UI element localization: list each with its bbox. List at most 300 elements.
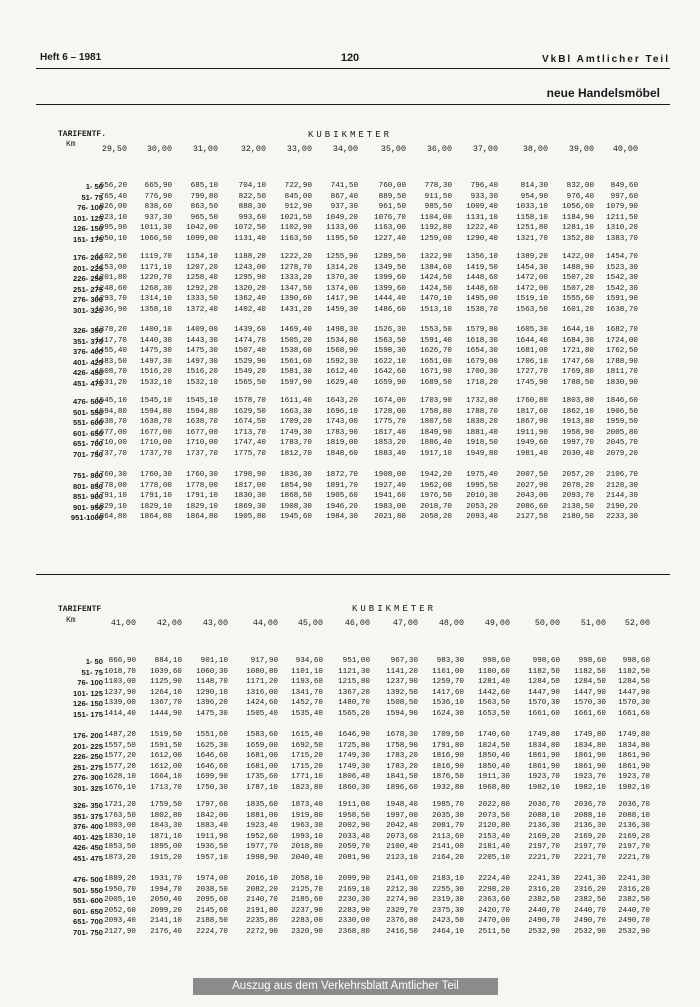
table-cell: 2298,20 bbox=[478, 885, 510, 894]
table-cell: 1222,40 bbox=[466, 224, 498, 233]
table-cell: 1923,70 bbox=[528, 773, 560, 782]
table-cell: 1918,50 bbox=[466, 439, 498, 448]
table-cell: 961,50 bbox=[378, 203, 406, 212]
table-cell: 704,10 bbox=[238, 182, 266, 190]
table-cell: 1321,70 bbox=[516, 235, 548, 243]
km-range: 426- 450 bbox=[73, 368, 103, 378]
table-cell: 1292,20 bbox=[186, 284, 218, 293]
table-cell: 884,10 bbox=[154, 657, 182, 665]
table-cell: 1868,50 bbox=[280, 492, 312, 501]
table-cell: 1459,30 bbox=[326, 306, 358, 314]
table-cell: 1638,70 bbox=[95, 418, 127, 427]
km-range: 51- 75 bbox=[81, 667, 103, 677]
table-cell: 1148,70 bbox=[196, 678, 228, 687]
table-cell: 1529,90 bbox=[234, 357, 266, 366]
table-cell: 1737,70 bbox=[186, 450, 218, 458]
table-cell: 1523,30 bbox=[606, 263, 638, 272]
table-cell: 1581,30 bbox=[280, 368, 312, 377]
table-cell: 2010,30 bbox=[466, 492, 498, 501]
table-cell: 1835,60 bbox=[246, 801, 278, 809]
table-cell: 2093,70 bbox=[562, 492, 594, 501]
table-cell: 1732,80 bbox=[466, 397, 498, 405]
table-cell: 1611,40 bbox=[280, 397, 312, 405]
table-cell: 1721,20 bbox=[104, 801, 136, 809]
table-cell: 2140,70 bbox=[246, 896, 278, 905]
table-cell: 1188,20 bbox=[234, 253, 266, 261]
table-cell: 1674,50 bbox=[234, 418, 266, 427]
table-cell: 976,40 bbox=[566, 192, 594, 201]
table-cell: 2088,10 bbox=[618, 811, 650, 820]
km-range: 351- 375 bbox=[73, 336, 103, 346]
table-cell: 1347,50 bbox=[280, 284, 312, 293]
column-header: 42,00 bbox=[156, 618, 182, 628]
table-cell: 1942,20 bbox=[420, 471, 452, 479]
table-cell: 2043,00 bbox=[516, 492, 548, 501]
table-cell: 1193,60 bbox=[291, 678, 323, 687]
table-cell: 1125,90 bbox=[150, 678, 182, 687]
column-header: 48,00 bbox=[438, 618, 464, 628]
table-cell: 1192,80 bbox=[420, 224, 452, 233]
km-range: 601- 650 bbox=[73, 906, 103, 916]
table-cell: 1663,30 bbox=[280, 407, 312, 416]
km-range: 251- 275 bbox=[73, 284, 103, 294]
table-cell: 1018,70 bbox=[104, 667, 136, 676]
column-header: 52,00 bbox=[624, 618, 650, 628]
table-cell: 2005,80 bbox=[606, 428, 638, 437]
table-cell: 911,50 bbox=[424, 192, 452, 201]
table-cell: 1626,70 bbox=[420, 347, 452, 356]
table-cell: 685,10 bbox=[190, 182, 218, 190]
table-cell: 2363,60 bbox=[478, 896, 510, 905]
table-cell: 1684,30 bbox=[562, 336, 594, 345]
table-cell: 1039,60 bbox=[150, 667, 182, 676]
table-cell: 1367,20 bbox=[338, 688, 370, 697]
km-range: 1- 50 bbox=[85, 182, 103, 191]
km-range: 301- 325 bbox=[73, 784, 103, 793]
table-cell: 2329,70 bbox=[386, 906, 418, 915]
table-cell: 1498,30 bbox=[326, 326, 358, 334]
table-cell: 2022,80 bbox=[478, 801, 510, 809]
km-range: 351- 375 bbox=[73, 811, 103, 821]
header-rule bbox=[36, 68, 670, 69]
table-cell: 1861,90 bbox=[528, 762, 560, 771]
table-cell: 1824,50 bbox=[478, 741, 510, 750]
table-cell: 2197,70 bbox=[528, 843, 560, 852]
table-cell: 2099,20 bbox=[150, 906, 182, 915]
table-cell: 2088,10 bbox=[528, 811, 560, 820]
table-cell: 1495,00 bbox=[466, 295, 498, 304]
column-header: 46,00 bbox=[344, 618, 370, 628]
km-range: 101- 125 bbox=[73, 688, 103, 698]
table-cell: 2490,70 bbox=[618, 917, 650, 926]
km-range: 751- 800 bbox=[73, 471, 103, 480]
table-cell: 1834,80 bbox=[574, 741, 606, 750]
table-cell: 1534,80 bbox=[326, 336, 358, 345]
table-cell: 2038,50 bbox=[196, 885, 228, 894]
km-range: 176- 200 bbox=[73, 253, 103, 262]
table-cell: 1919,80 bbox=[291, 811, 323, 820]
table-cell: 1333,50 bbox=[186, 295, 218, 304]
column-header: 35,00 bbox=[380, 144, 406, 154]
table-cell: 1883,40 bbox=[196, 822, 228, 831]
table-cell: 1908,00 bbox=[374, 471, 406, 479]
table-cell: 1563,50 bbox=[478, 699, 510, 708]
column-header: 47,00 bbox=[392, 618, 418, 628]
table-cell: 1797,60 bbox=[196, 801, 228, 809]
table-cell: 2420,70 bbox=[478, 906, 510, 915]
table-cell: 901,10 bbox=[200, 657, 228, 665]
table-cell: 1871,10 bbox=[150, 832, 182, 841]
table-cell: 1483,50 bbox=[95, 357, 127, 366]
table-cell: 1497,30 bbox=[186, 357, 218, 366]
table-cell: 2241,30 bbox=[574, 875, 606, 883]
km-range: 451- 475 bbox=[73, 854, 103, 863]
table-cell: 1700,30 bbox=[466, 368, 498, 377]
table-cell: 1284,50 bbox=[528, 678, 560, 687]
table-cell: 2230,30 bbox=[338, 896, 370, 905]
table-cell: 722,90 bbox=[284, 182, 312, 190]
km-range: 851- 900 bbox=[73, 492, 103, 502]
table-cell: 2120,80 bbox=[478, 822, 510, 831]
table-cell: 1823,80 bbox=[291, 784, 323, 792]
table-cell: 1452,70 bbox=[291, 699, 323, 708]
table-cell: 1072,50 bbox=[234, 224, 266, 233]
table-cell: 1259,00 bbox=[420, 235, 452, 243]
table-cell: 1895,00 bbox=[150, 843, 182, 852]
table-cell: 2382,50 bbox=[528, 896, 560, 905]
table-cell: 1399,60 bbox=[374, 284, 406, 293]
table-cell: 998,60 bbox=[622, 657, 650, 665]
table-cell: 1281,10 bbox=[562, 224, 594, 233]
table-cell: 1532,10 bbox=[140, 379, 172, 387]
km-range: 476- 500 bbox=[73, 875, 103, 884]
table-cell: 2088,10 bbox=[574, 811, 606, 820]
table-cell: 1923,70 bbox=[574, 773, 606, 782]
table-cell: 1715,20 bbox=[291, 762, 323, 771]
table-cell: 2057,20 bbox=[562, 471, 594, 479]
table-cell: 1646,60 bbox=[196, 752, 228, 761]
table-cell: 2128,30 bbox=[606, 481, 638, 490]
table-cell: 1749,80 bbox=[528, 731, 560, 739]
table-cell: 1983,00 bbox=[374, 502, 406, 511]
table-cell: 1643,20 bbox=[326, 397, 358, 405]
table-cell: 1834,80 bbox=[618, 741, 650, 750]
table-cell: 1417,90 bbox=[326, 295, 358, 304]
table-cell: 1952,60 bbox=[246, 832, 278, 841]
table-cell: 933,30 bbox=[470, 192, 498, 201]
km-range: 51- 75 bbox=[81, 192, 103, 202]
table-cell: 2052,60 bbox=[104, 906, 136, 915]
km-range: 901- 950 bbox=[73, 502, 103, 512]
table-cell: 2197,70 bbox=[574, 843, 606, 852]
table-cell: 1869,30 bbox=[234, 502, 266, 511]
km-range: 101- 125 bbox=[73, 213, 103, 223]
table-cell: 2221,70 bbox=[528, 854, 560, 862]
table-cell: 1378,20 bbox=[95, 326, 127, 334]
table-cell: 951,00 bbox=[342, 657, 370, 665]
table-cell: 1923,70 bbox=[618, 773, 650, 782]
table-cell: 1962,00 bbox=[420, 481, 452, 490]
table-cell: 838,60 bbox=[144, 203, 172, 212]
tarif-label: TARIFENTF bbox=[58, 605, 102, 614]
table-cell: 845,00 bbox=[284, 192, 312, 201]
table-cell: 1542,30 bbox=[606, 284, 638, 293]
table-cell: 923,10 bbox=[99, 213, 127, 222]
table-cell: 760,00 bbox=[378, 182, 406, 190]
table-cell: 1516,20 bbox=[186, 368, 218, 377]
table-cell: 1472,00 bbox=[516, 274, 548, 283]
table-cell: 1153,00 bbox=[95, 263, 127, 272]
table-cell: 1977,70 bbox=[246, 843, 278, 852]
table-cell: 2141,00 bbox=[432, 843, 464, 852]
table-cell: 1791,10 bbox=[95, 492, 127, 501]
table-cell: 1591,90 bbox=[606, 295, 638, 304]
table-cell: 2283,00 bbox=[291, 917, 323, 926]
table-cell: 1060,30 bbox=[196, 667, 228, 676]
table-cell: 1905,80 bbox=[234, 513, 266, 522]
table-cell: 1787,10 bbox=[246, 784, 278, 792]
km-range: 276- 300 bbox=[73, 773, 103, 783]
table-cell: 2490,70 bbox=[574, 917, 606, 926]
table-cell: 1469,40 bbox=[280, 326, 312, 334]
table-cell: 1102,90 bbox=[280, 224, 312, 233]
table-cell: 1861,90 bbox=[574, 752, 606, 761]
table-cell: 1563,50 bbox=[516, 306, 548, 314]
table-cell: 2082,20 bbox=[246, 885, 278, 894]
subtitle-rule bbox=[36, 104, 670, 105]
table-cell: 1570,30 bbox=[618, 699, 650, 708]
table-cell: 983,30 bbox=[436, 657, 464, 665]
table-cell: 1638,70 bbox=[140, 418, 172, 427]
table-cell: 1872,70 bbox=[326, 471, 358, 479]
table-cell: 2081,70 bbox=[432, 822, 464, 831]
table-cell: 1638,70 bbox=[186, 418, 218, 427]
table-cell: 1915,20 bbox=[150, 854, 182, 862]
table-cell: 1976,50 bbox=[420, 492, 452, 501]
table-cell: 2127,50 bbox=[516, 513, 548, 522]
table-cell: 1692,50 bbox=[291, 741, 323, 750]
table-cell: 1830,10 bbox=[104, 832, 136, 841]
table-cell: 1681,00 bbox=[246, 762, 278, 771]
table-cell: 1591,40 bbox=[420, 336, 452, 345]
table-cell: 1997,00 bbox=[386, 811, 418, 820]
table-cell: 2375,30 bbox=[432, 906, 464, 915]
table-cell: 1161,00 bbox=[432, 667, 464, 676]
table-cell: 1531,20 bbox=[95, 379, 127, 387]
table-cell: 2053,20 bbox=[466, 502, 498, 511]
table-cell: 1783,20 bbox=[386, 752, 418, 761]
table-cell: 1414,40 bbox=[104, 710, 136, 718]
table-cell: 1917,10 bbox=[420, 450, 452, 458]
table-cell: 2095,60 bbox=[196, 896, 228, 905]
table-cell: 912,90 bbox=[284, 203, 312, 212]
table-cell: 1829,10 bbox=[140, 502, 172, 511]
km-range: 1- 50 bbox=[85, 657, 103, 666]
km-range: 376- 400 bbox=[73, 822, 103, 832]
table-cell: 1725,80 bbox=[338, 741, 370, 750]
km-range: 651- 700 bbox=[73, 439, 103, 449]
table-cell: 1565,50 bbox=[234, 379, 266, 387]
table-cell: 2319,30 bbox=[432, 896, 464, 905]
table-cell: 1475,30 bbox=[196, 710, 228, 718]
table-cell: 2036,70 bbox=[618, 801, 650, 809]
table-cell: 1455,40 bbox=[95, 347, 127, 356]
table-cell: 1258,40 bbox=[186, 274, 218, 283]
table-cell: 1745,90 bbox=[516, 379, 548, 387]
table-cell: 1555,60 bbox=[562, 295, 594, 304]
table-cell: 2376,80 bbox=[386, 917, 418, 926]
table-cell: 1443,30 bbox=[186, 336, 218, 345]
table-cell: 1251,80 bbox=[516, 224, 548, 233]
table-cell: 1864,80 bbox=[140, 513, 172, 522]
table-cell: 2079,20 bbox=[606, 450, 638, 458]
table-cell: 1661,60 bbox=[574, 710, 606, 718]
table-cell: 2045,70 bbox=[606, 439, 638, 448]
column-header: 41,00 bbox=[110, 618, 136, 628]
km-range: 176- 200 bbox=[73, 731, 103, 740]
table-cell: 2191,80 bbox=[246, 906, 278, 915]
table-cell: 1727,70 bbox=[516, 368, 548, 377]
table-cell: 2005,10 bbox=[104, 896, 136, 905]
table-cell: 1982,10 bbox=[618, 784, 650, 792]
table-cell: 2035,30 bbox=[432, 811, 464, 820]
table-cell: 1339,00 bbox=[104, 699, 136, 708]
table-cell: 1802,80 bbox=[150, 811, 182, 820]
table-cell: 1677,00 bbox=[140, 428, 172, 437]
table-cell: 1568,90 bbox=[326, 347, 358, 356]
table-cell: 2283,90 bbox=[338, 906, 370, 915]
table-cell: 1243,00 bbox=[234, 263, 266, 272]
table-cell: 1182,50 bbox=[618, 667, 650, 676]
table-cell: 1121,30 bbox=[338, 667, 370, 676]
table-cell: 1905,60 bbox=[326, 492, 358, 501]
table-cell: 1396,20 bbox=[196, 699, 228, 708]
table-cell: 2081,90 bbox=[338, 854, 370, 862]
table-cell: 2136,30 bbox=[528, 822, 560, 831]
table-cell: 1448,60 bbox=[466, 284, 498, 293]
table-cell: 1372,40 bbox=[186, 306, 218, 314]
table-cell: 1861,90 bbox=[618, 752, 650, 761]
table-cell: 1911,00 bbox=[338, 801, 370, 809]
table-cell: 2106,70 bbox=[606, 471, 638, 479]
table-cell: 1778,00 bbox=[95, 481, 127, 490]
table-cell: 2233,30 bbox=[606, 513, 638, 522]
column-header: 40,00 bbox=[612, 144, 638, 154]
table-cell: 2190,20 bbox=[606, 502, 638, 511]
table-cell: 1713,70 bbox=[150, 784, 182, 792]
km-range: 201- 225 bbox=[73, 263, 103, 273]
km-range: 126- 150 bbox=[73, 224, 103, 234]
table-cell: 1592,30 bbox=[326, 357, 358, 366]
table-cell: 1505,20 bbox=[280, 336, 312, 345]
table-cell: 2368,80 bbox=[338, 928, 370, 936]
table-cell: 1957,10 bbox=[196, 854, 228, 862]
table-cell: 1703,90 bbox=[420, 397, 452, 405]
table-cell: 934,60 bbox=[295, 657, 323, 665]
table-cell: 1358,10 bbox=[140, 306, 172, 314]
table-cell: 1803,00 bbox=[104, 822, 136, 831]
table-cell: 1816,90 bbox=[432, 762, 464, 771]
km-range: 226- 250 bbox=[73, 752, 103, 762]
table-cell: 2181,40 bbox=[478, 843, 510, 852]
table-cell: 1760,80 bbox=[516, 397, 548, 405]
km-range: 701- 750 bbox=[73, 450, 103, 459]
table-cell: 1812,70 bbox=[280, 450, 312, 458]
table-cell: 1480,70 bbox=[338, 699, 370, 708]
table-cell: 832,00 bbox=[566, 182, 594, 190]
table-cell: 1163,50 bbox=[280, 235, 312, 243]
table-cell: 1104,00 bbox=[420, 213, 452, 222]
table-cell: 1102,50 bbox=[95, 253, 127, 261]
table-cell: 1612,00 bbox=[150, 752, 182, 761]
table-cell: 1033,10 bbox=[516, 203, 548, 212]
table-cell: 1384,60 bbox=[420, 263, 452, 272]
table-cell: 1968,80 bbox=[478, 784, 510, 792]
column-header: 49,00 bbox=[484, 618, 510, 628]
table-cell: 1101,10 bbox=[291, 667, 323, 676]
table-cell: 1417,60 bbox=[432, 688, 464, 697]
table-cell: 1958,50 bbox=[338, 811, 370, 820]
table-cell: 1758,80 bbox=[420, 407, 452, 416]
table-cell: 1163,00 bbox=[374, 224, 406, 233]
table-cell: 1713,70 bbox=[234, 428, 266, 437]
table-cell: 998,60 bbox=[578, 657, 606, 665]
table-cell: 1710,00 bbox=[140, 439, 172, 448]
table-cell: 1577,20 bbox=[104, 752, 136, 761]
table-cell: 1659,00 bbox=[246, 741, 278, 750]
table-cell: 1783,70 bbox=[280, 439, 312, 448]
table-cell: 2141,10 bbox=[150, 917, 182, 926]
table-cell: 1861,90 bbox=[618, 762, 650, 771]
table-cell: 867,40 bbox=[330, 192, 358, 201]
table-cell: 1760,30 bbox=[95, 471, 127, 479]
table-cell: 1618,30 bbox=[466, 336, 498, 345]
table-cell: 1699,90 bbox=[196, 773, 228, 782]
table-cell: 1911,90 bbox=[196, 832, 228, 841]
table-cell: 1594,90 bbox=[386, 710, 418, 718]
table-cell: 2316,20 bbox=[618, 885, 650, 894]
table-cell: 1628,10 bbox=[104, 773, 136, 782]
table-cell: 1227,40 bbox=[374, 235, 406, 243]
table-cell: 2100,40 bbox=[386, 843, 418, 852]
table-cell: 2036,70 bbox=[528, 801, 560, 809]
table-cell: 1861,90 bbox=[574, 762, 606, 771]
tarif-label: TARIFENTF. bbox=[58, 130, 107, 139]
table-cell: 1931,70 bbox=[150, 875, 182, 883]
table-cell: 2153,40 bbox=[478, 832, 510, 841]
table-cell: 1881,00 bbox=[246, 811, 278, 820]
table-cell: 1487,20 bbox=[104, 731, 136, 739]
table-cell: 1891,70 bbox=[326, 481, 358, 490]
table-cell: 1982,10 bbox=[528, 784, 560, 792]
table-cell: 1644,40 bbox=[516, 336, 548, 345]
footer-banner: Auszug aus dem Verkehrsblatt Amtlicher Teil bbox=[193, 978, 498, 995]
km-range: 76- 100 bbox=[77, 678, 103, 688]
kubikmeter-label: KUBIKMETER bbox=[307, 130, 393, 140]
table-cell: 2241,30 bbox=[528, 875, 560, 883]
table-cell: 1788,50 bbox=[562, 379, 594, 387]
column-header: 34,00 bbox=[332, 144, 358, 154]
km-range: 251- 275 bbox=[73, 762, 103, 772]
table-cell: 1508,50 bbox=[386, 699, 418, 708]
table-cell: 1718,20 bbox=[466, 379, 498, 387]
table-cell: 2185,60 bbox=[291, 896, 323, 905]
table-cell: 1508,70 bbox=[95, 368, 127, 377]
table-cell: 866,90 bbox=[108, 657, 136, 665]
table-cell: 2145,60 bbox=[196, 906, 228, 915]
table-cell: 849,60 bbox=[610, 182, 638, 190]
table-cell: 765,40 bbox=[99, 192, 127, 201]
